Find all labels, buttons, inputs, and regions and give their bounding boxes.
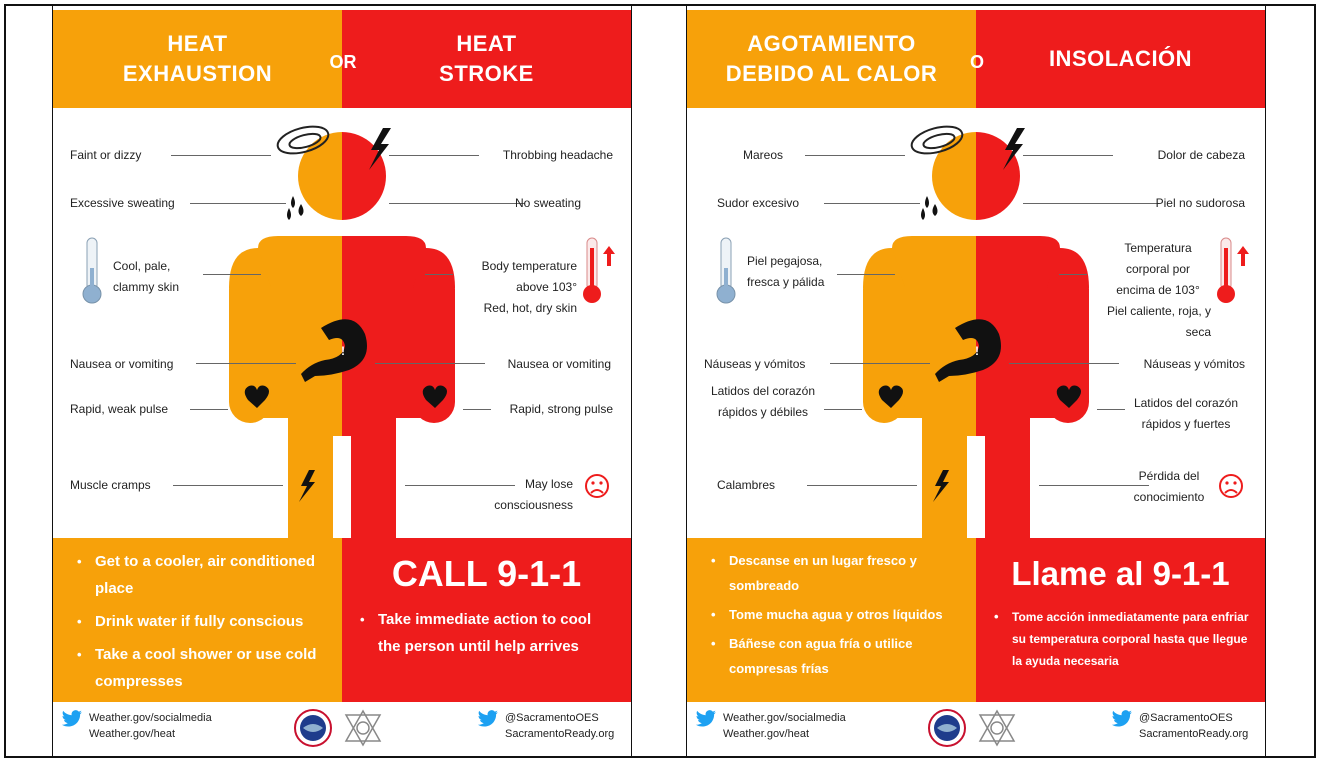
footer-link-socialmedia: Weather.gov/socialmedia — [723, 712, 846, 724]
nws-logo — [293, 708, 333, 748]
label-headache: Throbbing headache — [502, 148, 613, 162]
twitter-icon — [1111, 710, 1133, 728]
label-dry-skin: Piel caliente, roja, y seca — [1106, 304, 1211, 339]
label-faint: Mareos — [743, 148, 784, 162]
insolacion-actions — [976, 538, 1265, 702]
nws-logo — [927, 708, 967, 748]
label-consciousness: May lose consciousness — [494, 477, 573, 512]
action-item: • Take immediate action to cool the person until help arrives — [356, 606, 617, 660]
oes-logo — [343, 708, 383, 748]
action-item: • Take a cool shower or use cold compresses — [73, 641, 332, 695]
heat-exhaustion-title: HEAT EXHAUSTION — [53, 10, 342, 108]
poster-footer — [687, 702, 1265, 756]
sweat-drops-icon — [921, 196, 938, 220]
o-label: O — [969, 52, 984, 72]
label-faint: Faint or dizzy — [70, 148, 142, 162]
agotamiento-title: AGOTAMIENTO DEBIDO AL CALOR — [687, 10, 976, 108]
label-no-sweat: Piel no sudorosa — [1155, 196, 1245, 210]
label-nausea: Náuseas y vómitos — [1143, 357, 1245, 371]
label-dry-skin: Red, hot, dry skin — [483, 301, 577, 315]
label-body-temp: Temperatura corporal por encima de 103° — [1116, 241, 1200, 297]
spanish-poster — [687, 10, 1265, 756]
action-item: • Descanse en un lugar fresco y sombreado — [707, 548, 966, 598]
poster-header — [53, 10, 631, 108]
footer-link-heat: Weather.gov/heat — [723, 728, 810, 740]
label-pulse: Latidos del corazón rápidos y fuertes — [1133, 396, 1239, 431]
call-911: CALL 9-1-1 — [391, 553, 582, 594]
action-item: • Get to a cooler, air conditioned place — [73, 548, 332, 602]
label-cramps: Calambres — [717, 478, 776, 492]
label-skin: Cool, pale, clammy skin — [113, 259, 180, 294]
divider — [631, 4, 632, 758]
body-figure-section — [53, 108, 631, 538]
twitter-icon — [695, 710, 717, 728]
label-pulse: Latidos del corazón rápidos y débiles — [710, 384, 816, 419]
footer-link-twitter: @SacramentoOES — [1139, 712, 1233, 724]
thermometer-cool-icon — [83, 238, 101, 303]
action-item: • Tome acción inmediatamente para enfriar su temperatura corporal hasta que llegue la ayuda necesaria — [990, 606, 1251, 672]
oes-logo — [977, 708, 1017, 748]
label-cramps: Muscle cramps — [70, 478, 151, 492]
action-item: • Drink water if fully conscious — [73, 608, 332, 635]
label-headache: Dolor de cabeza — [1157, 148, 1245, 162]
label-pulse: Rapid, weak pulse — [70, 402, 169, 416]
footer-link-twitter: @SacramentoOES — [505, 712, 599, 724]
thermometer-hot-icon — [583, 238, 615, 303]
poster-footer — [53, 702, 631, 756]
footer-link-ready: SacramentoReady.org — [1139, 728, 1249, 740]
insolacion-title: INSOLACIÓN — [976, 10, 1265, 108]
footer-link-heat: Weather.gov/heat — [89, 728, 176, 740]
label-consciousness: Pérdida del conocimiento — [1133, 469, 1205, 504]
thermometer-cool-icon — [717, 238, 735, 303]
thermometer-hot-icon — [1217, 238, 1249, 303]
sad-face-icon — [1220, 475, 1242, 497]
english-poster — [53, 10, 631, 756]
agotamiento-actions — [687, 538, 976, 702]
heat-exhaustion-actions — [53, 538, 342, 702]
sad-face-icon — [586, 475, 608, 497]
action-item: • Báñese con agua fría o utilice compresas frías — [707, 631, 966, 681]
label-nausea: Nausea or vomiting — [507, 357, 611, 371]
label-body-temp: Body temperature above 103° — [481, 259, 577, 294]
action-item: • Tome mucha agua y otros líquidos — [707, 602, 966, 627]
body-figure-section — [687, 108, 1265, 538]
label-pulse: Rapid, strong pulse — [509, 402, 613, 416]
svg-text:!: ! — [341, 344, 345, 358]
label-nausea: Náuseas y vómitos — [704, 357, 806, 371]
footer-link-ready: SacramentoReady.org — [505, 728, 615, 740]
svg-text:!: ! — [975, 344, 979, 358]
label-nausea: Nausea or vomiting — [70, 357, 174, 371]
heat-stroke-actions — [342, 538, 631, 702]
sweat-drops-icon — [287, 196, 304, 220]
divider — [1265, 4, 1266, 758]
or-label: OR — [329, 52, 357, 72]
label-sweat: Sudor excesivo — [717, 196, 800, 210]
twitter-icon — [477, 710, 499, 728]
poster-header — [687, 10, 1265, 108]
label-sweat: Excessive sweating — [70, 196, 175, 210]
call-911: Llame al 9-1-1 — [1011, 555, 1230, 592]
footer-link-socialmedia: Weather.gov/socialmedia — [89, 712, 212, 724]
label-no-sweat: No sweating — [514, 196, 581, 210]
label-skin: Piel pegajosa, fresca y pálida — [747, 254, 825, 289]
heat-stroke-title: HEAT STROKE — [342, 10, 631, 108]
twitter-icon — [61, 710, 83, 728]
